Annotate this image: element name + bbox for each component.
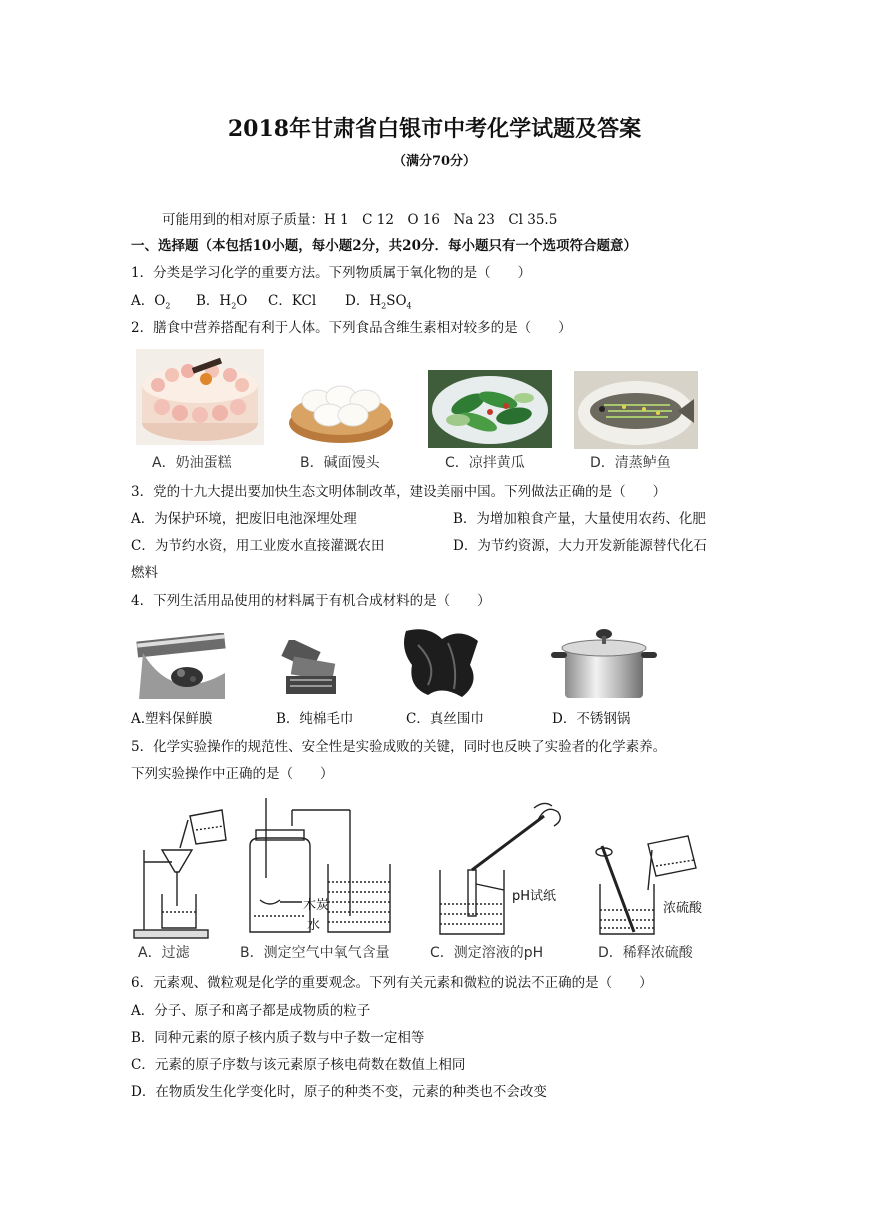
q2-caption-d: D．清蒸鲈鱼 [590, 455, 671, 471]
q1-option-b: B．$H_2O$ [196, 293, 248, 311]
label-charcoal: 木炭 [303, 898, 330, 913]
label-conc-acid: 浓硫酸 [663, 901, 703, 916]
steel-pot-image [545, 626, 663, 704]
buns-image [287, 371, 395, 445]
q1-option-d: D．$H_2SO_4$ [345, 293, 412, 311]
plastic-wrap-image [133, 633, 229, 699]
dilution-diagram [590, 832, 720, 942]
fish-image [574, 371, 698, 449]
q5-stem-line2: 下列实验操作中正确的是（ ） [131, 766, 334, 782]
page-subtitle: （满分70分） [392, 154, 477, 169]
q6-option-c: C．元素的原子序数与该元素原子核电荷数在数值上相同 [131, 1057, 466, 1073]
q2-caption-b: B．碱面馒头 [300, 455, 380, 471]
q2-stem: 2．膳食中营养搭配有利于人体。下列食品含维生素相对较多的是（ ） [131, 320, 572, 336]
label-water: 水 [307, 918, 321, 933]
q6-option-b: B．同种元素的原子核内质子数与中子数一定相等 [131, 1030, 425, 1046]
page-title: 2018年甘肃省白银市中考化学试题及答案 [227, 116, 642, 142]
q1-stem: 1．分类是学习化学的重要方法。下列物质属于氧化物的是（ ） [131, 265, 532, 281]
q3-option-a: A．为保护环境，把废旧电池深埋处理 [131, 511, 357, 527]
atomic-masses: 可能用到的相对原子质量：H 1 C 12 O 16 Na 23 Cl 35.5 [162, 212, 558, 228]
cake-image [136, 349, 264, 445]
q1-option-a: A．$O_2$ [131, 293, 171, 311]
section-heading: 一、选择题（本包括10小题，每小题2分，共20分．每小题只有一个选项符合题意） [131, 238, 637, 254]
q1-option-c: C．KCl [268, 293, 317, 309]
towel-image [278, 640, 342, 698]
cucumber-image [428, 370, 552, 448]
q2-caption-a: A．奶油蛋糕 [152, 455, 232, 471]
q4-option-d: D．不锈钢锅 [552, 711, 631, 727]
silk-scarf-image [398, 625, 484, 701]
q5-caption-b: B．测定空气中氧气含量 [240, 945, 390, 961]
q5-caption-c: C．测定溶液的pH [430, 945, 544, 961]
q2-caption-c: C．凉拌黄瓜 [445, 455, 525, 471]
q3-stem: 3．党的十九大提出要加快生态文明体制改革，建设美丽中国。下列做法正确的是（ ） [131, 484, 667, 500]
q4-option-b: B．纯棉毛巾 [276, 711, 354, 727]
q5-caption-a: A．过滤 [138, 945, 190, 961]
filtration-diagram [132, 800, 232, 942]
q4-stem: 4．下列生活用品使用的材料属于有机合成材料的是（ ） [131, 593, 491, 609]
oxygen-test-diagram [240, 796, 410, 942]
q3-option-b: B．为增加粮食产量，大量使用农药、化肥 [453, 511, 706, 527]
ph-test-diagram [434, 800, 574, 942]
q6-stem: 6．元素观、微粒观是化学的重要观念。下列有关元素和微粒的说法不正确的是（ ） [131, 975, 653, 991]
label-ph-paper: pH试纸 [512, 889, 557, 904]
q3-option-c: C．为节约水资，用工业废水直接灌溉农田 [131, 538, 385, 554]
q3-option-d-cont: 燃料 [131, 565, 158, 581]
q4-option-a: A.塑料保鲜膜 [131, 711, 213, 727]
q4-option-c: C．真丝围巾 [406, 711, 484, 727]
q6-option-d: D．在物质发生化学变化时，原子的种类不变，元素的种类也不会改变 [131, 1084, 547, 1100]
q3-option-d: D．为节约资源，大力开发新能源替代化石 [453, 538, 707, 554]
q5-caption-d: D．稀释浓硫酸 [598, 945, 693, 961]
q6-option-a: A．分子、原子和离子都是成物质的粒子 [131, 1003, 371, 1019]
q5-stem-line1: 5．化学实验操作的规范性、安全性是实验成败的关键，同时也反映了实验者的化学素养。 [131, 739, 667, 755]
